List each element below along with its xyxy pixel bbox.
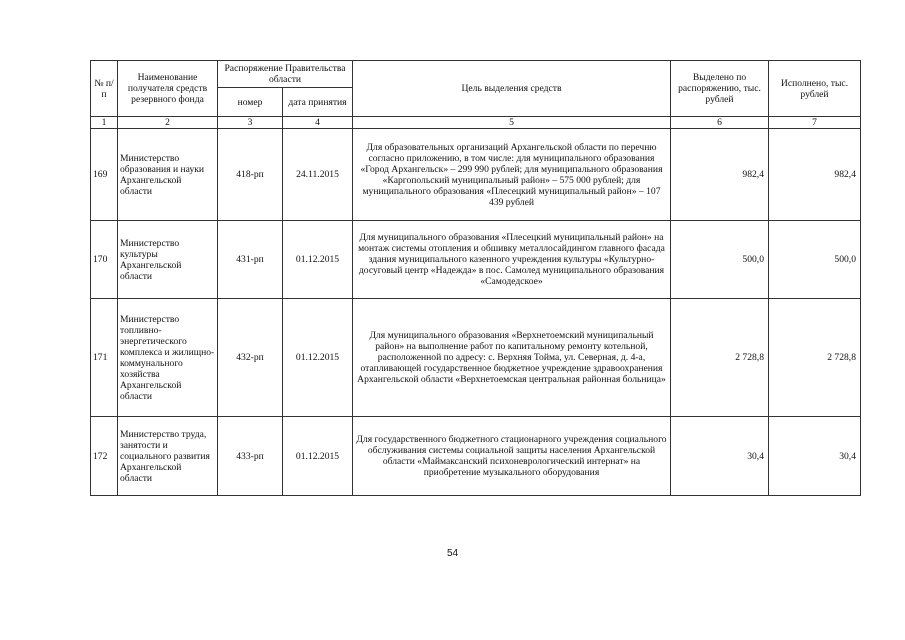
recipient-name: Министерство топливно-энергетического комплекса и жилищно-коммунального хозяйства Архангельской области <box>118 299 218 417</box>
header-order-number: номер <box>218 88 283 117</box>
order-number: 433-рп <box>218 417 283 496</box>
allocated-amount: 982,4 <box>671 129 769 221</box>
executed-amount: 30,4 <box>769 417 861 496</box>
header-allocated: Выделено по распоряжению, тыс. рублей <box>671 61 769 117</box>
table-row <box>91 417 861 496</box>
purpose-text: Для образовательных организаций Архангельской области по перечню согласно приложению, в том числе: для муниципального образования «Город Архангельск» – 299 990 рублей; для муниципального образования «Каргопольский муниципальный район» – 575 000 рублей; для муниципального образования «Плесецкий муниципальный район» – 107 439 рублей <box>353 129 671 221</box>
column-number: 5 <box>353 117 671 129</box>
order-date: 01.12.2015 <box>283 221 353 299</box>
row-number: 170 <box>91 221 118 299</box>
order-date: 01.12.2015 <box>283 299 353 417</box>
purpose-text: Для муниципального образования «Плесецкий муниципальный район» на монтаж системы отопления и обшивку металлосайдингом главного фасада здания муниципального казенного учреждения культуры «Культурно-досуговый центр «Надежда» в пос. Самолед муниципального образования «Самодедское» <box>353 221 671 299</box>
executed-amount: 982,4 <box>769 129 861 221</box>
header-purpose: Цель выделения средств <box>353 61 671 117</box>
allocated-amount: 2 728,8 <box>671 299 769 417</box>
reserve-fund-table <box>90 60 861 496</box>
purpose-text: Для государственного бюджетного стационарного учреждения социального обслуживания системы социальной защиты населения Архангельской области «Маймаксанский психоневрологический интернат» на приобретение музыкального оборудования <box>353 417 671 496</box>
order-number: 418-рп <box>218 129 283 221</box>
allocated-amount: 500,0 <box>671 221 769 299</box>
order-number: 432-рп <box>218 299 283 417</box>
table-row <box>91 221 861 299</box>
order-number: 431-рп <box>218 221 283 299</box>
recipient-name: Министерство культуры Архангельской области <box>118 221 218 299</box>
row-number: 172 <box>91 417 118 496</box>
executed-amount: 2 728,8 <box>769 299 861 417</box>
header-executed: Исполнено, тыс. рублей <box>769 61 861 117</box>
executed-amount: 500,0 <box>769 221 861 299</box>
column-number: 4 <box>283 117 353 129</box>
header-row-top <box>91 61 861 88</box>
header-order-group: Распоряжение Правительства области <box>218 61 353 88</box>
table-row <box>91 129 861 221</box>
column-number-row <box>91 117 861 129</box>
column-number: 1 <box>91 117 118 129</box>
recipient-name: Министерство образования и науки Архангельской области <box>118 129 218 221</box>
table-row <box>91 299 861 417</box>
page-number: 54 <box>446 548 459 559</box>
order-date: 01.12.2015 <box>283 417 353 496</box>
column-number: 6 <box>671 117 769 129</box>
row-number: 169 <box>91 129 118 221</box>
header-no: № п/п <box>91 61 118 117</box>
header-recipient: Наименование получателя средств резервного фонда <box>118 61 218 117</box>
column-number: 7 <box>769 117 861 129</box>
row-number: 171 <box>91 299 118 417</box>
allocated-amount: 30,4 <box>671 417 769 496</box>
header-order-date: дата принятия <box>283 88 353 117</box>
purpose-text: Для муниципального образования «Верхнетоемский муниципальный район» на выполнение работ по капитальному ремонту котельной, расположенной по адресу: с. Верхняя Тойма, ул. Северная, д. 4-а, отапливающей государственное бюджетное учреждение здравоохранения Архангельской области «Верхнетоемская центральная районная больница» <box>353 299 671 417</box>
recipient-name: Министерство труда, занятости и социального развития Архангельской области <box>118 417 218 496</box>
column-number: 3 <box>218 117 283 129</box>
column-number: 2 <box>118 117 218 129</box>
order-date: 24.11.2015 <box>283 129 353 221</box>
